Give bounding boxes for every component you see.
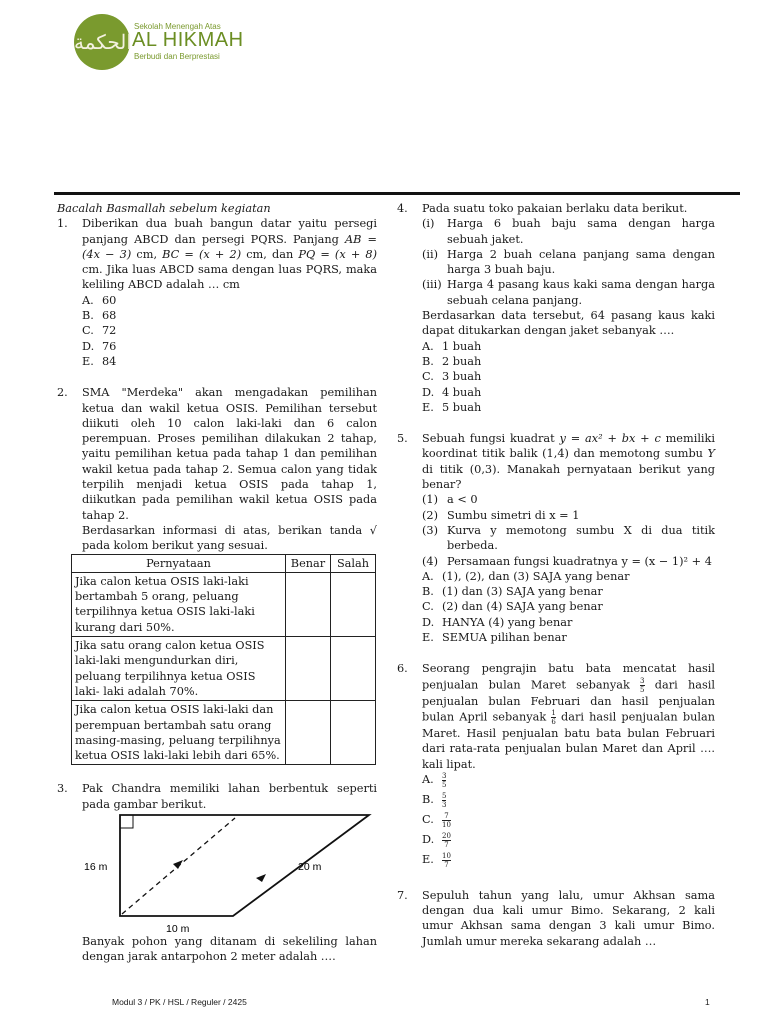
label-16m: 16 m: [84, 860, 108, 873]
question-number: 3.: [57, 782, 68, 796]
table-header: Benar: [286, 554, 331, 572]
list-item: (2) Sumbu simetri di x = 1: [422, 508, 580, 522]
right-angle-marker: [120, 815, 133, 828]
label-10m: 10 m: [166, 922, 190, 934]
math-pq: PQ = (x + 8): [298, 247, 378, 261]
list-item: (iii) Harga 4 pasang kaus kaki sama dengan harga sebuah celana panjang.: [422, 278, 715, 307]
question-7: [397, 888, 715, 949]
arrow-up-icon: [256, 874, 266, 882]
intro-text: Bacalah Basmallah sebelum kegiatan: [57, 202, 271, 215]
fraction: $\frac{3}{5}$: [640, 676, 645, 694]
statement-cell: Jika calon ketua OSIS laki-laki bertambah 5 orang, peluang terpilihnya ketua OSIS laki-laki kurang dari 50%.: [72, 572, 286, 636]
question-instruction: Berdasarkan informasi di atas, berikan tanda √ pada kolom berikut yang sesuai.: [82, 523, 377, 553]
arrow-up-icon: [173, 860, 183, 869]
list-item: (1) a < 0: [422, 493, 478, 507]
benar-checkbox[interactable]: [286, 701, 331, 765]
list-item: (4) Persamaan fungsi kuadratnya y = (x − 1)² + 4: [422, 554, 712, 568]
math-function: y = ax² + bx + c: [559, 432, 661, 446]
q1-options: [57, 293, 377, 369]
list-item: (i) Harga 6 buah baju sama dengan harga sebuah jaket.: [422, 217, 715, 246]
table-header: Pernyataan: [72, 554, 286, 572]
option: C. $\frac{7}{10}$: [422, 811, 451, 829]
school-logo: [74, 12, 264, 70]
question-1: [57, 216, 377, 292]
option: E. SEMUA pilihan benar: [422, 631, 567, 645]
option: A. $\frac{3}{5}$: [422, 771, 447, 789]
right-column: [397, 201, 715, 949]
question-text: Berdasarkan data tersebut, 64 pasang kaus kaki dapat ditukarkan dengan jaket sebanyak ….: [422, 309, 715, 338]
salah-checkbox[interactable]: [331, 572, 376, 636]
page-number: 1: [705, 997, 710, 1007]
question-text: Pak Chandra memiliki lahan berbentuk seperti pada gambar berikut.: [82, 782, 377, 811]
land-figure: [82, 812, 382, 934]
list-item: (ii) Harga 2 buah celana panjang sama dengan harga 3 buah baju.: [422, 247, 715, 277]
option: B. 2 buah: [422, 354, 482, 368]
option: A. (1), (2), dan (3) SAJA yang benar: [422, 569, 630, 583]
question-text: Diberikan dua buah bangun datar yaitu persegi panjang ABCD dan persegi PQRS. Panjang: [82, 217, 377, 246]
footer-module: Modul 3 / PK / HSL / Reguler / 2425: [112, 997, 247, 1007]
option: D. HANYA (4) yang benar: [422, 615, 573, 629]
question-3-prompt: [57, 934, 377, 965]
q5-options: [397, 569, 715, 645]
math-ab: AB = (4x − 3): [82, 232, 377, 261]
question-text: cm,: [131, 247, 163, 261]
question-text: cm, dan: [241, 247, 299, 261]
question-number: 7.: [397, 888, 408, 902]
statement-cell: Jika satu orang calon ketua OSIS laki-laki mengundurkan diri, peluang terpilihnya ketua OSIS laki- laki adalah 70%.: [72, 637, 286, 701]
option: E. 84: [82, 354, 117, 368]
label-20m: 20 m: [298, 860, 322, 873]
option: B. $\frac{5}{3}$: [422, 791, 447, 809]
question-text: Banyak pohon yang ditanam di sekeliling lahan dengan jarak antarpohon 2 meter adalah ….: [82, 934, 377, 964]
land-shape: [120, 815, 369, 916]
option: B. 68: [82, 309, 117, 323]
question-text: Pada suatu toko pakaian berlaku data berikut.: [422, 202, 688, 215]
statement-table: [71, 554, 376, 766]
q4-items: [397, 216, 715, 308]
question-2: [57, 385, 377, 553]
table-header: Salah: [331, 554, 376, 572]
option: D. 76: [82, 339, 117, 353]
header-rule: [54, 192, 740, 195]
math-bc: BC = (x + 2): [162, 247, 242, 261]
table-row: [72, 572, 376, 636]
question-4-prompt: [397, 308, 715, 339]
question-3: [57, 781, 377, 812]
question-6: 6. Seorang pengrajin batu bata mencatat hasil penjualan bulan Maret sebanyak $\frac{3}{5}$ dari hasil penjualan bulan Februari dan hasil penjualan bulan April sebanyak $\frac{1}{6}$ dari hasil penjualan bulan Maret. Hasil penjualan batu bata bulan Februari dari rata-rata penjualan bulan Maret dan April …. kali lipat.: [397, 662, 716, 771]
option: B. (1) dan (3) SAJA yang benar: [422, 585, 603, 599]
benar-checkbox[interactable]: [286, 637, 331, 701]
option: E. 5 buah: [422, 400, 482, 414]
table-row: [72, 637, 376, 701]
left-column: [57, 201, 377, 965]
option: C. 72: [82, 324, 117, 338]
question-text: cm. Jika luas ABCD sama dengan luas PQRS, maka keliling ABCD adalah … cm: [82, 263, 377, 292]
fraction: $\frac{1}{6}$: [551, 708, 556, 726]
table-row: [72, 701, 376, 765]
question-number: 1.: [57, 217, 68, 231]
option: C. 3 buah: [422, 370, 482, 384]
math-axis: Y: [707, 447, 715, 461]
q5-statements: [397, 492, 715, 568]
option: E. $\frac{10}{7}$: [422, 851, 451, 869]
option: C. (2) dan (4) SAJA yang benar: [422, 600, 603, 614]
question-number: 2.: [57, 386, 68, 400]
statement-cell: Jika calon ketua OSIS laki-laki dan perempuan bertambah satu orang masing-masing, peluang terpilihnya ketua OSIS laki-laki lebih dari 65%.: [72, 701, 286, 765]
list-item: (3) Kurva y memotong sumbu X di dua titik berbeda.: [422, 523, 715, 553]
question-4: [397, 201, 715, 216]
school-motto: Berbudi dan Berprestasi: [134, 52, 220, 61]
question-text: SMA "Merdeka" akan mengadakan pemilihan ketua dan wakil ketua OSIS. Pemilihan tersebut diikuti oleh 10 calon laki-laki dan 6 calon perempuan. Proses pemilihan dilakukan 2 tahap, yaitu pemilihan ketua pada tahap 1 dan pemilihan wakil ketua pada tahap 2. Semua calon yang tidak terpilih menjadi ketua OSIS pada tahap 1, diikutkan pada pemilihan wakil ketua OSIS pada tahap 2.: [82, 386, 377, 522]
option: A. 1 buah: [422, 339, 482, 353]
q6-options: [397, 772, 715, 872]
benar-checkbox[interactable]: [286, 572, 331, 636]
question-number: 6.: [397, 662, 408, 676]
logo-emblem: الحكمة: [74, 14, 130, 70]
school-name: AL HIKMAH: [132, 29, 244, 51]
question-number: 5.: [397, 432, 408, 446]
q4-options: [397, 339, 715, 415]
option: D. $\frac{20}{7}$: [422, 831, 451, 849]
question-5: 5. Sebuah fungsi kuadrat y = ax² + bx + c memiliki koordinat titik balik (1,4) dan memotong sumbu Y di titik (0,3). Manakah pernyataan berikut yang benar?: [397, 432, 716, 492]
salah-checkbox[interactable]: [331, 637, 376, 701]
question-text: Sepuluh tahun yang lalu, umur Akhsan sama dengan dua kali umur Bimo. Sekarang, 2 kali umur Akhsan sama dengan 3 kali umur Bimo. Jumlah umur mereka sekarang adalah …: [422, 888, 715, 948]
question-number: 4.: [397, 202, 408, 215]
school-type: Sekolah Menengah Atas: [134, 22, 221, 31]
salah-checkbox[interactable]: [331, 701, 376, 765]
option: A. 60: [82, 293, 117, 307]
option: D. 4 buah: [422, 385, 482, 399]
